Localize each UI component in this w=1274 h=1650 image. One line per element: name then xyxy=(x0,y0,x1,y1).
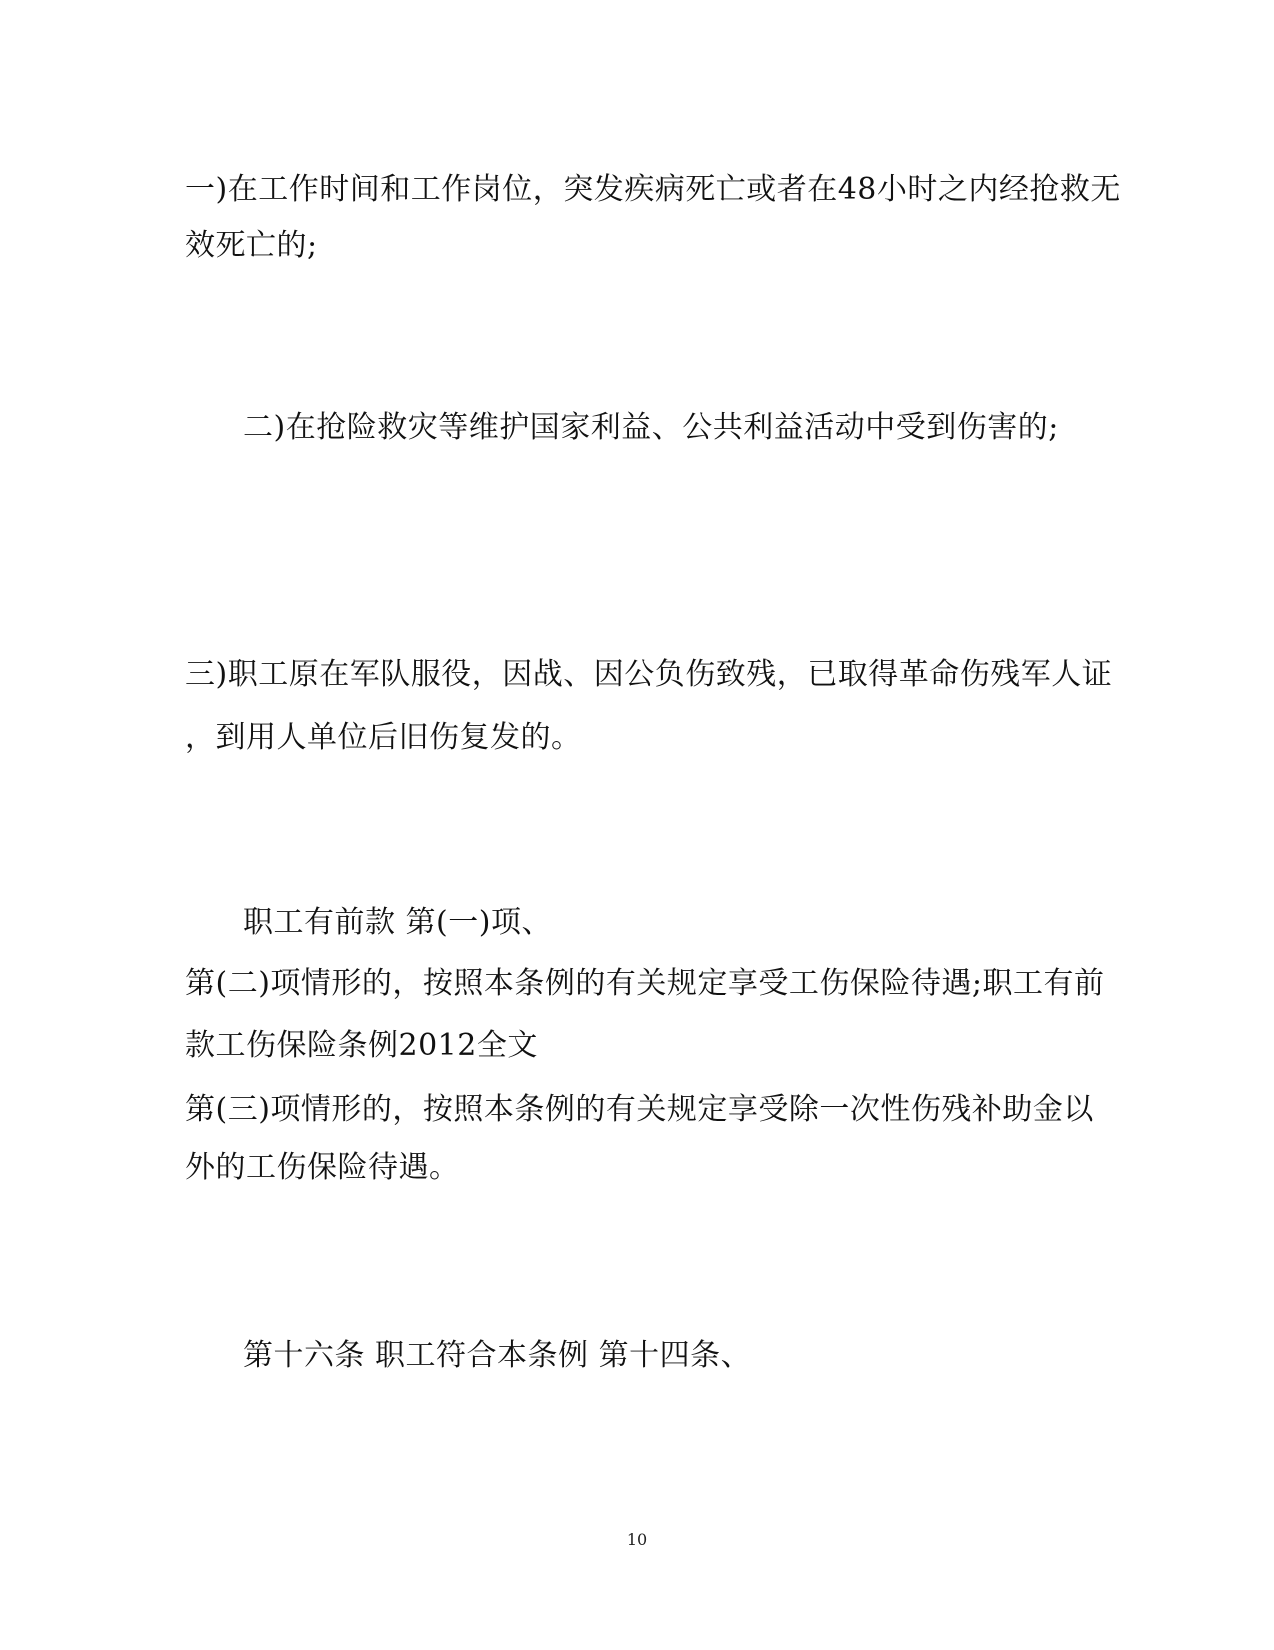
paragraph-item-1-line-2: 效死亡的; xyxy=(185,228,318,263)
paragraph-item-3-line-1: 三)职工原在军队服役，因战、因公负伤致残，已取得革命伤残军人证 xyxy=(185,657,1113,692)
paragraph-clause-line-3: 款工伤保险条例2012全文 xyxy=(185,1028,538,1063)
paragraph-item-1-line-1: 一)在工作时间和工作岗位，突发疾病死亡或者在48小时之内经抢救无 xyxy=(185,172,1121,207)
paragraph-clause-line-1: 职工有前款 第(一)项、 xyxy=(243,905,552,940)
paragraph-item-2: 二)在抢险救灾等维护国家利益、公共利益活动中受到伤害的; xyxy=(243,410,1059,445)
article-16-heading: 第十六条 职工符合本条例 第十四条、 xyxy=(243,1338,752,1373)
paragraph-clause-line-4: 第(三)项情形的，按照本条例的有关规定享受除一次性伤残补助金以 xyxy=(185,1092,1094,1127)
page-number: 10 xyxy=(626,1530,648,1549)
paragraph-clause-line-5: 外的工伤保险待遇。 xyxy=(185,1150,460,1185)
paragraph-clause-line-2: 第(二)项情形的，按照本条例的有关规定享受工伤保险待遇;职工有前 xyxy=(185,966,1105,1001)
paragraph-item-3-line-2: ，到用人单位后旧伤复发的。 xyxy=(185,720,582,755)
